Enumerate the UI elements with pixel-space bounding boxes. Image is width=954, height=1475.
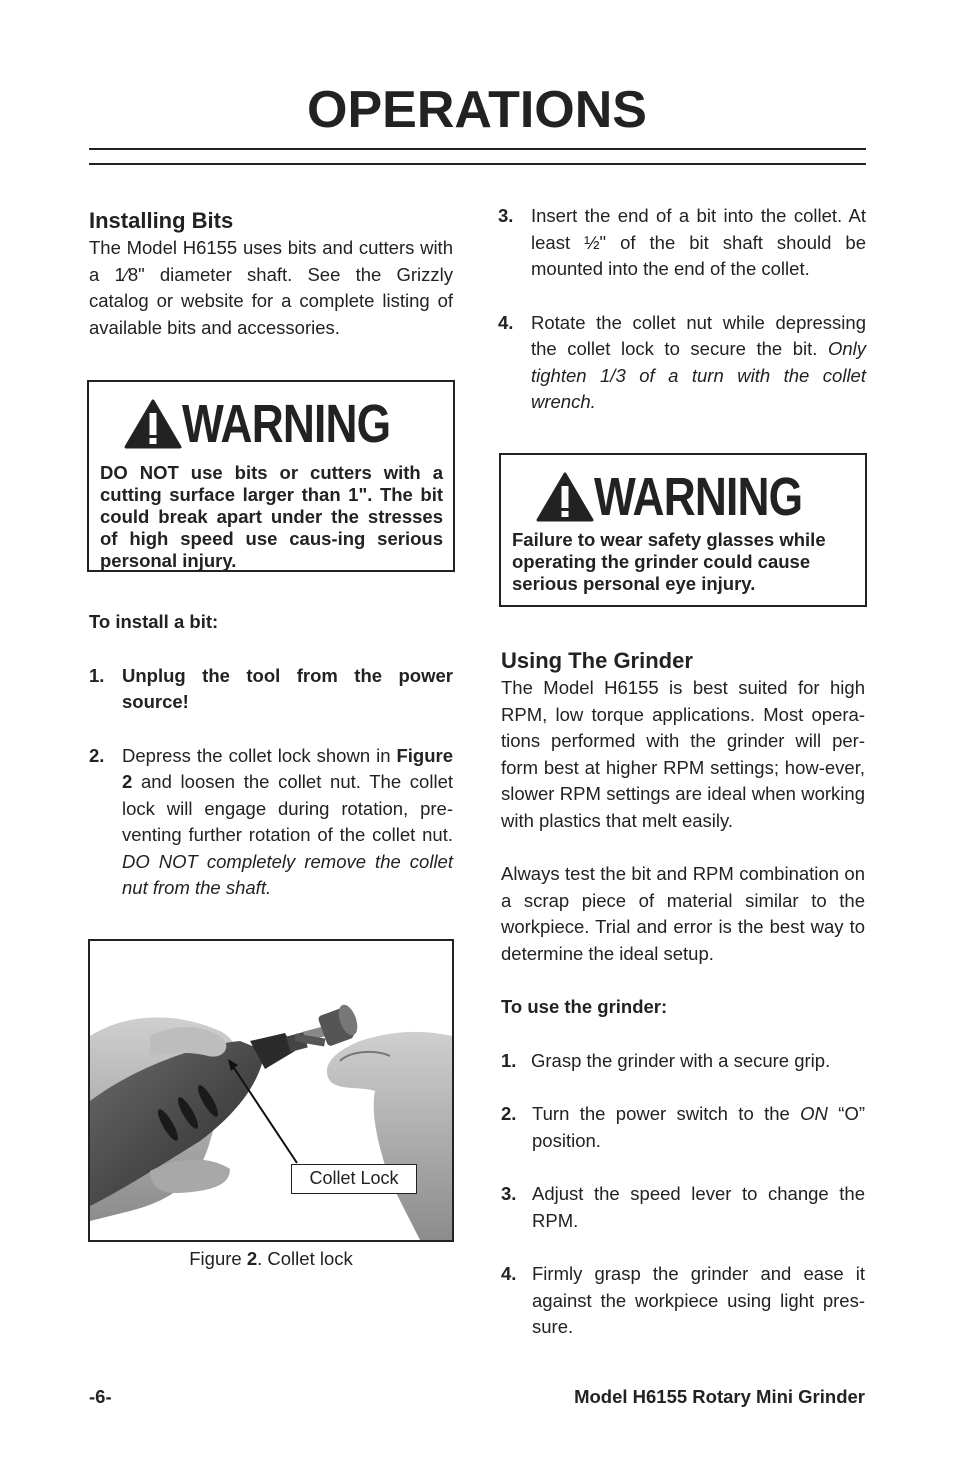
collet-lock-callout: Collet Lock xyxy=(291,1164,417,1194)
step-text-cont: " of the bit shaft should be mounted into the end of the collet. xyxy=(531,231,867,279)
warning-title: WARNING xyxy=(594,467,803,527)
caption-number: 2 xyxy=(246,1248,258,1269)
step-fraction: ½ xyxy=(584,231,600,253)
step-text: Unplug the tool from the power source! xyxy=(122,664,453,712)
step-number: 3. xyxy=(498,205,514,226)
warning-title: WARNING xyxy=(182,394,391,454)
step-number: 2. xyxy=(89,744,105,766)
title-rule-bottom xyxy=(89,163,866,165)
step-number: 1. xyxy=(89,664,105,686)
step-on-label: ON xyxy=(800,1103,828,1124)
installing-fraction: 1⁄8 xyxy=(114,263,139,285)
install-step-3 xyxy=(498,203,866,283)
page-title: OPERATIONS xyxy=(307,81,647,139)
warning-box-glasses xyxy=(499,453,867,607)
install-step-2 xyxy=(89,743,453,902)
step-caution: Only tighten 1/3 of a turn with the collet wrench. xyxy=(531,338,866,412)
use-step-4 xyxy=(501,1261,865,1341)
step-text: Grasp the grinder with a secure grip. xyxy=(531,1049,831,1071)
warning-triangle-icon xyxy=(124,399,182,449)
step-caution: DO NOT completely remove the collet nut from the shaft. xyxy=(122,850,453,898)
caption-text-b: . Collet lock xyxy=(257,1248,353,1269)
warning-box-bits xyxy=(87,380,455,572)
using-heading: Using The Grinder xyxy=(501,648,693,673)
step-text: Rotate the collet nut while depressing the collet lock to secure the bit. xyxy=(531,311,866,359)
figure-collet-lock xyxy=(88,939,454,1242)
using-section xyxy=(501,647,865,1341)
step-text-cont: “O” position. xyxy=(532,1103,865,1151)
installing-paragraph xyxy=(89,235,453,341)
using-paragraph-2: Always test the bit and RPM combination on a scrap piece of material similar to the workpiece. Trial and error is the best way to determine the ideal setup. xyxy=(501,863,865,964)
step-text: Depress the collet lock shown in xyxy=(122,744,397,766)
use-step-2 xyxy=(501,1101,865,1154)
installing-text-a: The Model H6155 uses bits and cutters with a xyxy=(89,237,453,285)
footer-model-name: Model H6155 Rotary Mini Grinder xyxy=(574,1386,865,1407)
using-paragraph-1: The Model H6155 is best suited for high RPM, low torque applications. Most opera-tions performed with the grinder will per-form best at higher RPM settings; how-ever, slower RPM settings are ideal when working with plastics that melt easily. xyxy=(501,677,865,831)
figure-reference: Figure 2 xyxy=(122,744,453,792)
step-text: Insert the end of a bit into the collet. At least xyxy=(531,205,866,253)
step-number: 1. xyxy=(501,1049,517,1071)
installing-text-b: " diameter shaft. See the Grizzly catalog or website for a complete listing of available bits and accessories. xyxy=(89,263,453,338)
install-step-1 xyxy=(89,663,453,716)
page-number: -6- xyxy=(89,1386,112,1407)
use-step-3 xyxy=(501,1181,865,1234)
step-text: Turn the power switch to the xyxy=(532,1103,801,1124)
step-number: 2. xyxy=(501,1103,517,1124)
step-number: 4. xyxy=(501,1263,517,1284)
warning-header xyxy=(124,394,443,454)
caption-text-a: Figure xyxy=(189,1248,247,1269)
step-number: 3. xyxy=(501,1183,517,1204)
use-intro: To use the grinder: xyxy=(501,996,668,1017)
install-steps-continued xyxy=(498,203,866,416)
warning-text: Failure to wear safety glasses while operating the grinder could cause serious personal eye injury. xyxy=(512,529,826,594)
install-step-4 xyxy=(498,310,866,416)
installing-heading: Installing Bits xyxy=(89,208,234,233)
figure-caption xyxy=(89,1248,453,1270)
step-text: Adjust the speed lever to change the RPM. xyxy=(532,1183,865,1231)
step-text-cont: and loosen the collet nut. The collet lock will engage during rotation, pre-venting further rotation of the collet nut. xyxy=(122,771,453,845)
install-intro: To install a bit: xyxy=(89,611,219,632)
title-rule-top xyxy=(89,148,866,150)
use-step-1 xyxy=(501,1048,865,1075)
hands-grinder-photo xyxy=(90,941,452,1240)
warning-triangle-icon xyxy=(536,472,594,522)
step-text: Firmly grasp the grinder and ease it against the workpiece using light pres-sure. xyxy=(532,1263,865,1337)
install-steps xyxy=(89,609,453,902)
warning-header xyxy=(536,467,855,527)
step-number: 4. xyxy=(498,311,514,333)
warning-text: DO NOT use bits or cutters with a cutting surface larger than 1". The bit could break apart under the stresses of high speed use caus-ing serious personal injury. xyxy=(100,462,443,571)
installing-section xyxy=(89,207,453,341)
